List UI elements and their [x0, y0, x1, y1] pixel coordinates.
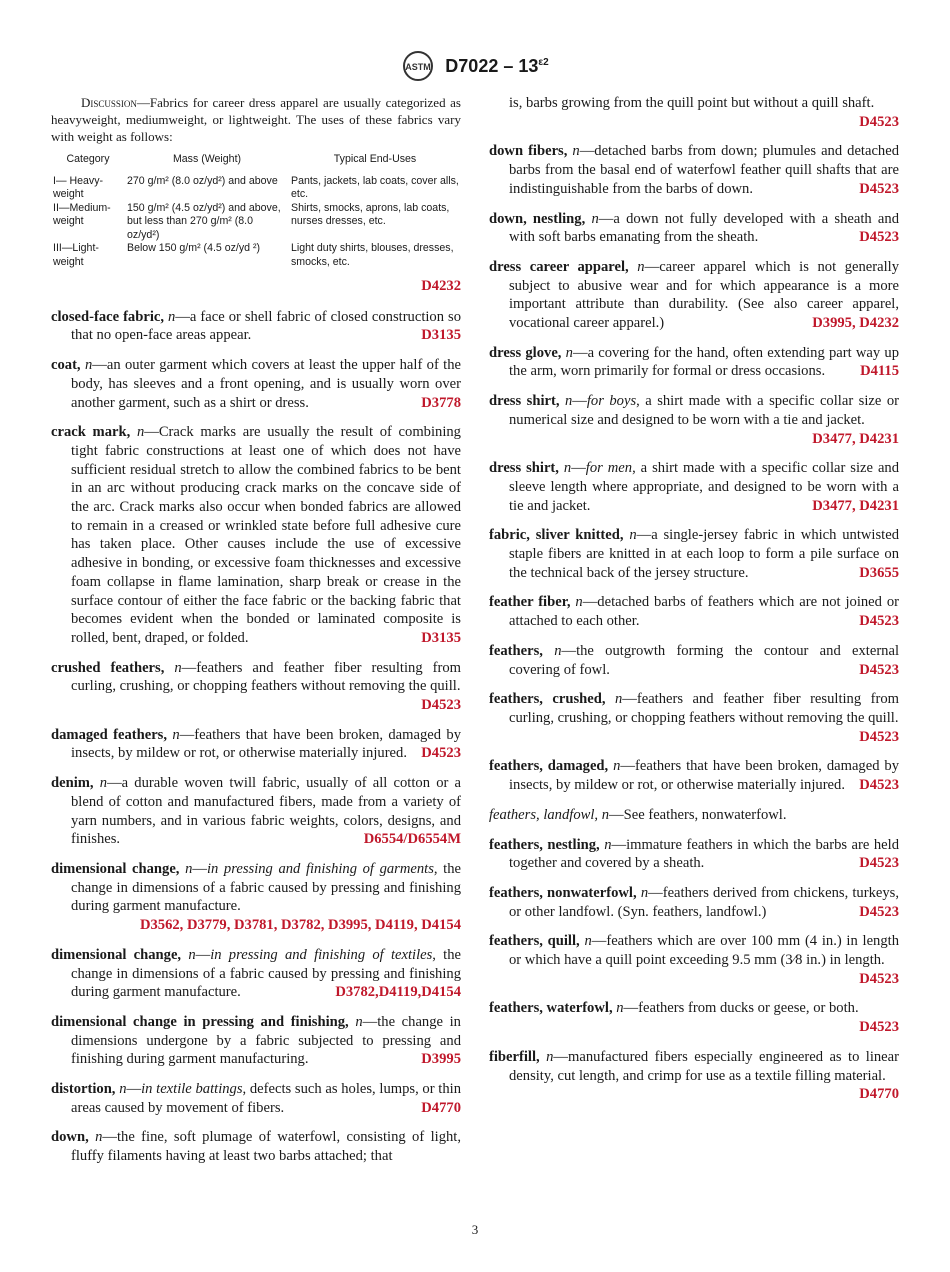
- definition-entry: [489, 757, 899, 794]
- definition-text: , defects such as holes, lumps, or thin areas caused by movement of fibers.: [71, 1081, 461, 1116]
- definition-list: [51, 308, 461, 1166]
- reference-link[interactable]: D4523: [859, 855, 899, 872]
- page-number: 3: [471, 1222, 479, 1237]
- part-of-speech: n: [563, 460, 572, 477]
- reference-link[interactable]: D4115: [860, 363, 899, 380]
- definition-list: [489, 142, 899, 1104]
- reference-link[interactable]: D3782,D4119,D4154: [335, 984, 461, 1001]
- reference-link[interactable]: D3477, D4231: [812, 430, 899, 447]
- definition-entry: [489, 142, 899, 198]
- part-of-speech: n: [174, 659, 182, 676]
- part-of-speech: n: [172, 726, 180, 743]
- reference-link[interactable]: D4523: [859, 903, 899, 920]
- reference-link[interactable]: D4523: [421, 697, 461, 714]
- definition-entry: dress shirt, n—for boys, a shirt made with a specific collar size or numerical size and designed to be worn with a tie and jacket. D3477, D4231: [489, 393, 899, 447]
- table-row: I— Heavy-weight 270 g/m² (8.0 oz/yd²) and above Pants, jackets, lab coats, cover alls, etc.: [53, 174, 459, 200]
- definition-entry: [489, 1048, 899, 1104]
- reference-link[interactable]: D4232: [421, 278, 461, 294]
- part-of-speech: n: [604, 836, 612, 853]
- part-of-speech: n: [546, 1048, 554, 1065]
- part-of-speech: n: [355, 1013, 363, 1030]
- reference-link[interactable]: D4523: [859, 777, 899, 794]
- reference-link[interactable]: D3477, D4231: [812, 497, 899, 514]
- definition-text: —a down not fully developed with a sheath and with soft barbs emanating from the sheath.: [509, 210, 900, 246]
- definition-text: —a face or shell fabric of closed construction so that no open-face areas appear.: [71, 308, 462, 344]
- definition-entry: [51, 659, 461, 715]
- definition-entry: [489, 999, 899, 1036]
- definition-entry: [489, 210, 899, 247]
- definition-term: feathers, nonwaterfowl,: [489, 884, 637, 901]
- definition-term: down, nestling,: [489, 210, 586, 227]
- table-header: Category: [66, 153, 110, 165]
- definition-entry: [51, 1128, 461, 1165]
- reference-link[interactable]: D4523: [859, 613, 899, 630]
- part-of-speech: n: [613, 758, 621, 775]
- part-of-speech: n: [614, 691, 623, 708]
- definition-entry: [489, 593, 899, 630]
- definition-text: —career apparel which is not generally subject to abusive wear and for which appearance is a more important attribute than durability. (See also career apparel, vocational career apparel.): [509, 258, 899, 332]
- astm-logo-icon: [401, 50, 435, 82]
- reference-link[interactable]: D4523: [859, 728, 899, 745]
- discussion-note: Discussion—Fabrics for career dress apparel are usually categorized as heavyweight, mediumweight, or lightweight. The uses of these fabrics vary with weight as follows:: [51, 95, 461, 144]
- definition-term: fabric, sliver knitted,: [489, 527, 624, 544]
- definition-term: feathers,: [489, 642, 543, 659]
- definition-text: —a covering for the hand, often extending part way up the arm, worn primarily for formal or dress occasions.: [509, 344, 899, 380]
- definition-term: dimensional change,: [51, 946, 182, 963]
- part-of-speech: n: [564, 393, 573, 410]
- part-of-speech: n: [572, 143, 580, 160]
- definition-term: feather fiber,: [489, 594, 571, 611]
- definition-context: in pressing and finishing of textiles: [210, 946, 433, 963]
- definition-term: feathers, waterfowl,: [489, 1000, 613, 1017]
- svg-text:ASTM: ASTM: [405, 62, 432, 72]
- definition-text: , the change in dimensions of a fabric caused by pressing and finishing during garment manufacture.: [71, 860, 461, 915]
- part-of-speech: n: [591, 210, 599, 227]
- reference-link[interactable]: D3562, D3779, D3781, D3782, D3995, D4119, D4154: [139, 917, 461, 934]
- definition-term: down fibers,: [489, 143, 568, 160]
- definition-term: feathers, quill,: [489, 933, 580, 950]
- definition-text: , the change in dimensions of a fabric caused by pressing and finishing during garment manufacture.: [71, 946, 462, 1001]
- definition-entry: [51, 423, 461, 647]
- definition-text: —an outer garment which covers at least the upper half of the body, has sleeves and a front opening, and is usually worn over another garment, such as a shirt or dress.: [71, 357, 462, 411]
- definition-entry: dimensional change, n—in pressing and finishing of garments, the change in dimensions of a fabric caused by pressing and finishing during garment manufacture. D3562, D3779, D3781, D3782, D3995, D4119, D4154: [51, 860, 461, 934]
- part-of-speech: n: [185, 860, 193, 877]
- definition-context: for boys: [586, 393, 637, 410]
- definition-term: dress shirt,: [489, 393, 560, 410]
- continued-entry: is, barbs growing from the quill point but without a quill shaft. D4523: [509, 95, 899, 130]
- reference-link[interactable]: D3655: [859, 564, 899, 581]
- definition-term: crushed feathers,: [51, 659, 165, 676]
- reference-link[interactable]: D4523: [859, 1019, 899, 1036]
- definition-text: —detached barbs of feathers which are not joined or attached to each other.: [509, 594, 900, 630]
- part-of-speech: n: [554, 642, 562, 659]
- definition-text: —immature feathers in which the barbs are held together and covered by a sheath.: [509, 836, 899, 872]
- definition-text: —manufactured fibers especially engineered as to linear density, cut length, and crimp for use as a textile filling material.: [509, 1048, 899, 1084]
- definition-text: —feathers and feather fiber resulting from curling, crushing, or chopping feathers without removing the quill.: [509, 691, 899, 726]
- definition-text: —Crack marks are usually the result of combining tight fabric constructions at least one of which does not have sufficient residual stretch to allow the combined fabrics to be bent in an arc without producing crack marks on the concave side of the arc. Crack marks also occur when bonded fabrics are allowed to remain in a creased or wrinkled state before full adhesive cure has taken place. Other causes include the use of excessive adhesive in bonding, or excessive foam thicknesses and excessive foam collapse in flame lamination, sharp break or crease in the surface contour of either the face fabric or the backing fabric that becomes evident when the bonded or laminated composite is rolled, bent, draped, or folded.: [71, 424, 461, 646]
- table-header: Mass (Weight): [172, 153, 242, 165]
- definition-text: , a shirt made with a specific collar size and sleeve length where appropriate, and designed to be worn with a tie and jacket.: [509, 460, 900, 514]
- part-of-speech: n: [640, 884, 649, 901]
- definition-term: down,: [51, 1129, 89, 1146]
- part-of-speech: n: [168, 308, 176, 325]
- definition-text: —detached barbs from down; plumules and detached barbs from the basal end of waterfowl feather quill shafts that are indistinguishable from the barbs of down.: [509, 143, 899, 197]
- definition-term: damaged feathers,: [51, 726, 168, 743]
- definition-entry: [489, 836, 899, 873]
- table-header: Typical End-Uses: [333, 153, 417, 165]
- reference-link[interactable]: D3778: [421, 394, 461, 411]
- definition-term: feathers, nestling,: [489, 836, 600, 853]
- definition-term: feathers, damaged,: [489, 758, 609, 775]
- page-header: [0, 50, 950, 82]
- definition-text: —See feathers, nonwaterfowl.: [609, 806, 787, 823]
- definition-entry: [489, 258, 899, 333]
- definition-text: —feathers and feather fiber resulting from curling, crushing, or chopping feathers without removing the quill.: [71, 659, 461, 695]
- definition-term: dimensional change in pressing and finishing,: [51, 1013, 349, 1030]
- reference-link[interactable]: D4523: [859, 180, 899, 197]
- left-column: [51, 94, 461, 1177]
- weight-table: [51, 151, 461, 269]
- part-of-speech: n: [99, 775, 108, 792]
- definition-text: —feathers that have been broken, damaged by insects, by mildew or rot, or otherwise materially injured.: [71, 726, 461, 762]
- definition-text: —the fine, soft plumage of waterfowl, consisting of light, fluffy filaments having at least two barbs attached; that: [71, 1129, 461, 1165]
- definition-entry: [489, 344, 899, 381]
- reference-link[interactable]: D4523: [859, 229, 899, 246]
- definition-term: closed-face fabric,: [51, 308, 165, 325]
- definition-text: —a single-jersey fabric in which untwisted staple fibers are knitted in at each loop to form a pile surface on the technical back of the jersey structure.: [509, 527, 899, 581]
- definition-text: —feathers which are over 100 mm (4 in.) in length or which have a quill point exceeding 9.5 mm (3⁄8 in.) in length.: [509, 933, 900, 969]
- definition-term: feathers, landfowl,: [489, 806, 599, 823]
- reference-link[interactable]: D4770: [421, 1099, 461, 1116]
- definition-entry: [51, 1013, 461, 1069]
- definition-term: dimensional change,: [51, 860, 180, 877]
- definition-text: , a shirt made with a specific collar size or numerical size and designed to be worn with a tie and jacket.: [509, 393, 899, 428]
- definition-context: in pressing and finishing of garments: [206, 860, 434, 877]
- definition-entry: dress shirt, n—for men, a shirt made with a specific collar size and sleeve length where appropriate, and designed to be worn with a tie and jacket. D3477, D4231: [489, 460, 900, 514]
- definition-text: —feathers that have been broken, damaged by insects, by mildew or rot, or otherwise materially injured.: [509, 758, 899, 794]
- definition-entry: dimensional change, n—in pressing and finishing of textiles, the change in dimensions of a fabric caused by pressing and finishing during garment manufacture. D3782,D4119,D4154: [51, 946, 462, 1001]
- reference-link[interactable]: D4523: [859, 113, 899, 130]
- reference-link[interactable]: D3995, D4232: [812, 315, 899, 332]
- reference-link[interactable]: D4523: [859, 661, 899, 678]
- definition-term: dress glove,: [489, 344, 562, 361]
- definition-term: dress career apparel,: [489, 258, 629, 275]
- definition-entry: [489, 690, 899, 746]
- part-of-speech: n: [575, 594, 583, 611]
- definition-entry: [489, 526, 899, 582]
- definition-text: —feathers derived from chickens, turkeys, or other landfowl. (Syn. feathers, landfowl.): [509, 884, 899, 920]
- definition-entry: [489, 884, 899, 921]
- definition-term: crack mark,: [51, 424, 131, 441]
- reference-link[interactable]: D3135: [421, 629, 461, 646]
- definition-entry: [51, 308, 461, 345]
- part-of-speech: n: [601, 806, 610, 823]
- reference-link[interactable]: D4523: [859, 970, 899, 987]
- definition-entry: distortion, n—in textile battings, defects such as holes, lumps, or thin areas caused by movement of fibers. D4770: [51, 1081, 461, 1116]
- part-of-speech: n: [629, 527, 637, 544]
- reference-link[interactable]: D3135: [421, 327, 461, 344]
- definition-text: —a durable woven twill fabric, usually of all cotton or a blend of cotton and manufactured fibers, made from a variety of yarn numbers, and in various fabric weights, colors, designs, and finishes.: [71, 775, 461, 848]
- definition-context: for men: [585, 460, 633, 477]
- reference-link[interactable]: D4770: [859, 1086, 899, 1103]
- part-of-speech: n: [136, 424, 145, 441]
- definition-text: —the change in dimensions undergone by a fabric subjected to pressing and finishing during garment manufacturing.: [71, 1013, 461, 1068]
- part-of-speech: n: [565, 344, 573, 361]
- reference-link[interactable]: D4523: [421, 745, 461, 762]
- part-of-speech: n: [637, 258, 645, 275]
- definition-term: distortion,: [51, 1081, 116, 1098]
- part-of-speech: n: [119, 1081, 127, 1098]
- part-of-speech: n: [188, 946, 196, 963]
- part-of-speech: n: [84, 357, 93, 374]
- definition-term: coat,: [51, 357, 81, 374]
- definition-context: in textile battings: [141, 1081, 243, 1098]
- document-code: $D7022 - 13^{\varepsilon 2}$: [445, 55, 549, 76]
- definition-text: —feathers from ducks or geese, or both.: [623, 1000, 859, 1017]
- definition-entry: [51, 774, 461, 849]
- definition-entry: [489, 642, 899, 679]
- part-of-speech: n: [616, 1000, 624, 1017]
- definition-entry: [51, 356, 461, 412]
- definition-term: feathers, crushed,: [489, 691, 606, 708]
- definition-entry: [51, 726, 461, 763]
- definition-term: fiberfill,: [489, 1048, 540, 1065]
- definition-text: —the outgrowth forming the contour and external covering of fowl.: [509, 642, 900, 678]
- part-of-speech: n: [95, 1129, 103, 1146]
- reference-link[interactable]: D6554/D6554M: [363, 831, 461, 848]
- table-row: III—Light-weight Below 150 g/m² (4.5 oz/yd ²) Light duty shirts, blouses, dresses, smocks, etc.: [53, 242, 454, 268]
- definition-term: dress shirt,: [489, 460, 559, 477]
- definition-entry: [489, 806, 899, 825]
- table-row: II—Medium-weight 150 g/m² (4.5 oz/yd²) and above, but less than 270 g/m² (8.0 oz/yd²) Shirts, smocks, aprons, lab coats, nurses dresses, etc.: [53, 201, 450, 241]
- discussion-ref: [51, 277, 461, 296]
- part-of-speech: n: [584, 933, 592, 950]
- definition-term: denim,: [51, 775, 94, 792]
- reference-link[interactable]: D3995: [421, 1051, 461, 1068]
- right-column: [489, 94, 899, 1115]
- definition-entry: [489, 932, 899, 988]
